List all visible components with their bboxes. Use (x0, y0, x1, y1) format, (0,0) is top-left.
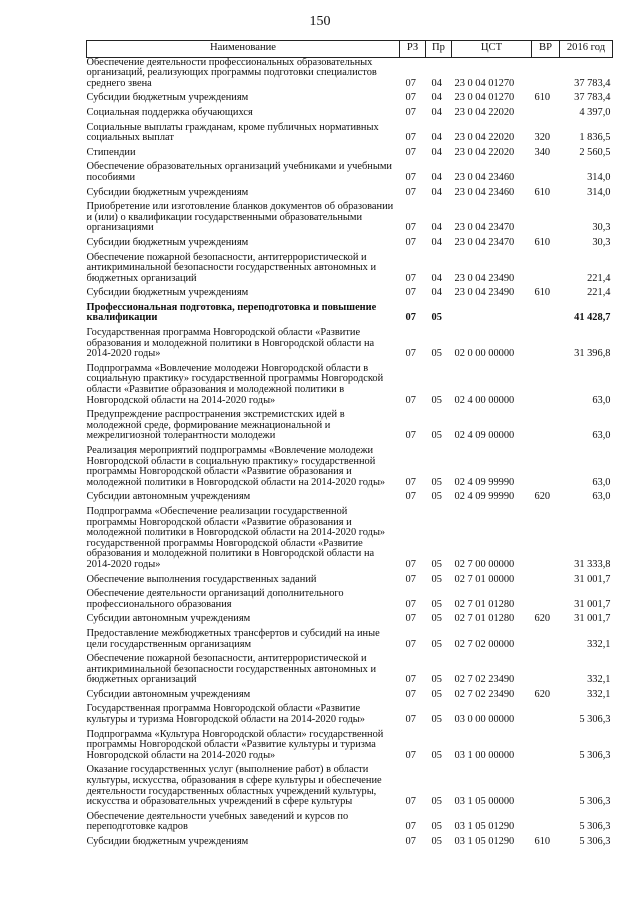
table-row (87, 629, 613, 654)
row-pr: 05 (431, 348, 442, 360)
row-rz: 07 (405, 613, 416, 625)
header-year: 2016 год (560, 41, 613, 58)
row-rz: 07 (405, 287, 416, 299)
row-rz: 07 (405, 476, 416, 488)
row-sum: 30,3 (592, 236, 611, 248)
row-rz: 07 (405, 77, 416, 89)
row-vr (532, 410, 560, 446)
table-row (87, 188, 613, 203)
row-cst: 02 4 09 00000 (454, 430, 515, 442)
table-row (87, 614, 613, 629)
row-pr: 04 (431, 171, 442, 183)
row-name: Субсидии автономным учреждениям (86, 613, 251, 625)
row-rz: 07 (405, 491, 416, 503)
row-cst: 23 0 04 23490 (454, 272, 515, 284)
row-pr: 05 (431, 821, 442, 833)
row-name: Обеспечение деятельности учебных заведений и курсов по переподготовке кадров (86, 810, 349, 833)
row-pr: 04 (431, 132, 442, 144)
row-rz: 07 (405, 186, 416, 198)
row-cst: 03 1 05 00000 (454, 796, 515, 808)
row-name: Профессиональная подготовка, переподготовка и повышение квалификации (86, 301, 377, 324)
row-rz: 07 (405, 430, 416, 442)
row-sum: 31 001,7 (574, 573, 611, 585)
row-pr: 05 (431, 573, 442, 585)
row-pr: 05 (431, 312, 442, 324)
row-cst: 02 7 01 01280 (454, 598, 515, 610)
row-sum: 31 396,8 (574, 348, 611, 360)
table-row (87, 364, 613, 410)
row-rz: 07 (405, 598, 416, 610)
row-vr (532, 202, 560, 238)
row-vr (532, 303, 560, 328)
row-vr (532, 108, 560, 123)
row-rz: 07 (405, 348, 416, 360)
table-row (87, 589, 613, 614)
row-rz: 07 (405, 674, 416, 686)
row-pr: 05 (431, 430, 442, 442)
row-name: Подпрограмма «Вовлечение молодежи Новгородской области в социальную практику» государственной программы Новгородской области «Развитие образования и молодежной политики в Новгородской области на 2014-2020 годы» (86, 362, 384, 406)
row-vr (532, 57, 560, 93)
row-name: Реализация мероприятий подпрограммы «Вовлечение молодежи Новгородской области в социальную практику» государственной программы Новгородской области «Развитие образования и молодежной политики в Новгородской области на 2014-2020 годы» (86, 445, 386, 488)
row-name: Обеспечение выполнения государственных заданий (86, 573, 317, 585)
row-vr (532, 253, 560, 289)
header-rz: РЗ (400, 41, 426, 58)
row-vr (532, 446, 560, 492)
table-row (87, 730, 613, 766)
row-name: Субсидии бюджетным учреждениям (86, 92, 249, 104)
row-vr (532, 575, 560, 590)
row-rz: 07 (405, 749, 416, 761)
row-pr: 05 (431, 638, 442, 650)
row-rz: 07 (405, 92, 416, 104)
table-row (87, 288, 613, 303)
table-row (87, 108, 613, 123)
row-sum: 30,3 (592, 222, 611, 234)
table-row (87, 303, 613, 328)
row-cst (452, 303, 532, 328)
row-rz: 07 (405, 312, 416, 324)
row-cst: 23 0 04 23460 (454, 171, 515, 183)
row-cst: 23 0 04 23470 (454, 236, 515, 248)
row-cst: 23 0 04 22020 (454, 132, 515, 144)
row-rz: 07 (405, 222, 416, 234)
row-vr: 610 (534, 186, 551, 198)
table-body (87, 57, 613, 852)
row-sum: 31 001,7 (574, 598, 611, 610)
row-vr: 620 (534, 613, 551, 625)
row-name: Социальные выплаты гражданам, кроме публичных нормативных социальных выплат (86, 121, 379, 144)
table-row (87, 410, 613, 446)
row-pr: 04 (431, 272, 442, 284)
row-name: Субсидии бюджетным учреждениям (86, 186, 249, 198)
row-cst: 03 0 00 00000 (454, 714, 515, 726)
row-vr (532, 364, 560, 410)
table-row (87, 57, 613, 93)
row-name: Подпрограмма «Обеспечение реализации государственной программы Новгородской области «Развитие образования и молодежной политики в Новгородской области на 2014-2020 годы» государственной программы Новгородской области «Развитие образования и молодежной политики в Новгородской области на 2014-2020 годы» (86, 505, 386, 570)
row-vr (532, 730, 560, 766)
row-sum: 31 333,8 (574, 558, 611, 570)
table-row (87, 123, 613, 148)
row-vr (532, 507, 560, 575)
row-pr: 04 (431, 77, 442, 89)
page-number: 150 (309, 14, 331, 29)
row-name: Субсидии бюджетным учреждениям (86, 836, 249, 847)
row-sum: 5 306,3 (579, 796, 611, 808)
row-name: Стипендии (86, 146, 136, 158)
table-row (87, 765, 613, 811)
table-header-row (87, 41, 613, 58)
row-sum: 5 306,3 (579, 821, 611, 833)
row-sum: 332,1 (587, 688, 611, 700)
row-pr: 04 (431, 92, 442, 104)
row-cst: 23 0 04 22020 (454, 106, 515, 118)
row-vr (532, 812, 560, 837)
row-name: Обеспечение пожарной безопасности, антитеррористической и антикриминальной безопасности государственных автономных и бюджетных организаций (86, 251, 377, 284)
row-cst: 23 0 04 01270 (454, 92, 515, 104)
row-pr: 05 (431, 598, 442, 610)
row-cst: 02 7 01 00000 (454, 573, 515, 585)
row-pr: 05 (431, 558, 442, 570)
row-sum: 63,0 (592, 394, 611, 406)
row-name: Субсидии автономным учреждениям (86, 688, 251, 700)
row-sum: 5 306,3 (579, 836, 611, 847)
row-sum: 63,0 (592, 476, 611, 488)
row-rz: 07 (405, 821, 416, 833)
row-vr: 610 (534, 236, 551, 248)
row-pr: 04 (431, 186, 442, 198)
table-row (87, 704, 613, 729)
header-pr: Пр (426, 41, 452, 58)
row-cst: 03 1 05 01290 (454, 821, 515, 833)
row-pr: 05 (431, 491, 442, 503)
row-cst: 03 1 00 00000 (454, 749, 515, 761)
table-row (87, 162, 613, 187)
row-pr: 04 (431, 106, 442, 118)
budget-table (86, 40, 613, 852)
row-pr: 05 (431, 796, 442, 808)
row-pr: 05 (431, 688, 442, 700)
table-row (87, 93, 613, 108)
row-rz: 07 (405, 394, 416, 406)
row-sum: 31 001,7 (574, 613, 611, 625)
row-sum: 332,1 (587, 638, 611, 650)
row-sum: 221,4 (587, 272, 611, 284)
row-vr (532, 589, 560, 614)
table-row (87, 202, 613, 238)
row-rz: 07 (405, 573, 416, 585)
row-pr: 05 (431, 749, 442, 761)
row-cst: 02 4 09 99990 (454, 476, 515, 488)
row-vr: 620 (534, 491, 551, 503)
table-row (87, 328, 613, 364)
table-row (87, 575, 613, 590)
row-cst: 02 0 00 00000 (454, 348, 515, 360)
row-rz: 07 (405, 836, 416, 847)
row-name: Оказание государственных услуг (выполнение работ) в области культуры, искусства, образования в сфере культуры и обеспечение деятельности государственных областных учреждений культуры, искусства и образовательных учреждений в сфере культуры (86, 764, 382, 808)
row-name: Обеспечение деятельности организаций дополнительного профессионального образования (86, 588, 344, 610)
row-name: Подпрограмма «Культура Новгородской области» государственной программы Новгородской области «Развитие культуры и туризма Новгородской области на 2014-2020 годы» (86, 728, 384, 761)
row-cst: 02 4 00 00000 (454, 394, 515, 406)
row-vr: 620 (534, 688, 551, 700)
row-cst: 23 0 04 23490 (454, 287, 515, 299)
row-cst: 02 7 00 00000 (454, 558, 515, 570)
row-vr: 610 (534, 836, 551, 847)
row-vr (532, 162, 560, 187)
row-sum: 63,0 (592, 430, 611, 442)
row-sum: 37 783,4 (574, 77, 611, 89)
row-cst: 03 1 05 01290 (454, 836, 515, 847)
table-row (87, 654, 613, 690)
row-rz: 07 (405, 171, 416, 183)
row-name: Обеспечение пожарной безопасности, антитеррористической и антикриминальной безопасности государственных автономных и бюджетных организаций (86, 653, 377, 686)
row-vr (532, 704, 560, 729)
table-row (87, 148, 613, 163)
row-sum: 5 306,3 (579, 714, 611, 726)
row-name: Обеспечение деятельности профессиональных образовательных организаций, реализующих программы подготовки специалистов среднего звена (86, 56, 377, 89)
row-sum: 41 428,7 (574, 312, 611, 324)
row-name: Социальная поддержка обучающихся (86, 106, 253, 118)
row-sum: 5 306,3 (579, 749, 611, 761)
row-cst: 23 0 04 23470 (454, 222, 515, 234)
row-sum: 332,1 (587, 674, 611, 686)
row-rz: 07 (405, 688, 416, 700)
row-rz: 07 (405, 236, 416, 248)
row-rz: 07 (405, 714, 416, 726)
table-row (87, 690, 613, 705)
row-pr: 04 (431, 236, 442, 248)
row-vr (532, 654, 560, 690)
row-cst: 02 7 02 23490 (454, 688, 515, 700)
table-row (87, 837, 613, 852)
row-rz: 07 (405, 558, 416, 570)
row-name: Предупреждение распространения экстремистских идей в молодежной среде, формирование межнациональной и межрелигиозной толерантности молодежи (86, 409, 345, 442)
header-vr: ВР (532, 41, 560, 58)
row-rz: 07 (405, 106, 416, 118)
row-sum: 221,4 (587, 287, 611, 299)
row-sum: 1 836,5 (579, 132, 611, 144)
row-vr (532, 328, 560, 364)
row-pr: 05 (431, 476, 442, 488)
row-name: Государственная программа Новгородской области «Развитие образования и молодежной политики в Новгородской области на 2014-2020 годы» (86, 327, 375, 360)
row-pr: 05 (431, 674, 442, 686)
row-name: Субсидии бюджетным учреждениям (86, 287, 249, 299)
row-vr (532, 629, 560, 654)
row-sum: 2 560,5 (579, 146, 611, 158)
row-sum: 37 783,4 (574, 92, 611, 104)
row-sum: 4 397,0 (579, 106, 611, 118)
row-name: Государственная программа Новгородской области «Развитие культуры и туризма Новгородской области на 2014-2020 годы» (86, 703, 365, 726)
row-sum: 63,0 (592, 491, 611, 503)
row-rz: 07 (405, 272, 416, 284)
row-vr: 610 (534, 287, 551, 299)
row-cst: 02 7 02 23490 (454, 674, 515, 686)
row-rz: 07 (405, 796, 416, 808)
row-pr: 05 (431, 714, 442, 726)
row-pr: 04 (431, 222, 442, 234)
row-vr: 320 (534, 132, 551, 144)
table-row (87, 238, 613, 253)
row-pr: 04 (431, 146, 442, 158)
row-pr: 05 (431, 836, 442, 847)
row-cst: 02 7 01 01280 (454, 613, 515, 625)
table-row (87, 812, 613, 837)
row-cst: 02 7 02 00000 (454, 638, 515, 650)
row-vr: 610 (534, 92, 551, 104)
row-name: Субсидии автономным учреждениям (86, 491, 251, 503)
row-pr: 04 (431, 287, 442, 299)
table-row (87, 253, 613, 289)
row-pr: 05 (431, 613, 442, 625)
table-row (87, 507, 613, 575)
row-vr (532, 765, 560, 811)
row-rz: 07 (405, 638, 416, 650)
row-name: Приобретение или изготовление бланков документов об образовании и (или) о квалификации государственными образовательными организациями (86, 201, 394, 234)
row-name: Предоставление межбюджетных трансфертов и субсидий на иные цели государственным организациям (86, 627, 380, 650)
row-cst: 23 0 04 23460 (454, 186, 515, 198)
row-cst: 23 0 04 01270 (454, 77, 515, 89)
row-cst: 23 0 04 22020 (454, 146, 515, 158)
table-row (87, 492, 613, 507)
row-name: Субсидии бюджетным учреждениям (86, 236, 249, 248)
row-rz: 07 (405, 146, 416, 158)
header-cst: ЦСТ (452, 41, 532, 58)
row-pr: 05 (431, 394, 442, 406)
header-name: Наименование (87, 41, 400, 58)
row-sum: 314,0 (587, 186, 611, 198)
row-sum: 314,0 (587, 171, 611, 183)
row-name: Обеспечение образовательных организаций учебниками и учебными пособиями (86, 161, 392, 183)
row-rz: 07 (405, 132, 416, 144)
row-cst: 02 4 09 99990 (454, 491, 515, 503)
row-vr: 340 (534, 146, 551, 158)
table-row (87, 446, 613, 492)
